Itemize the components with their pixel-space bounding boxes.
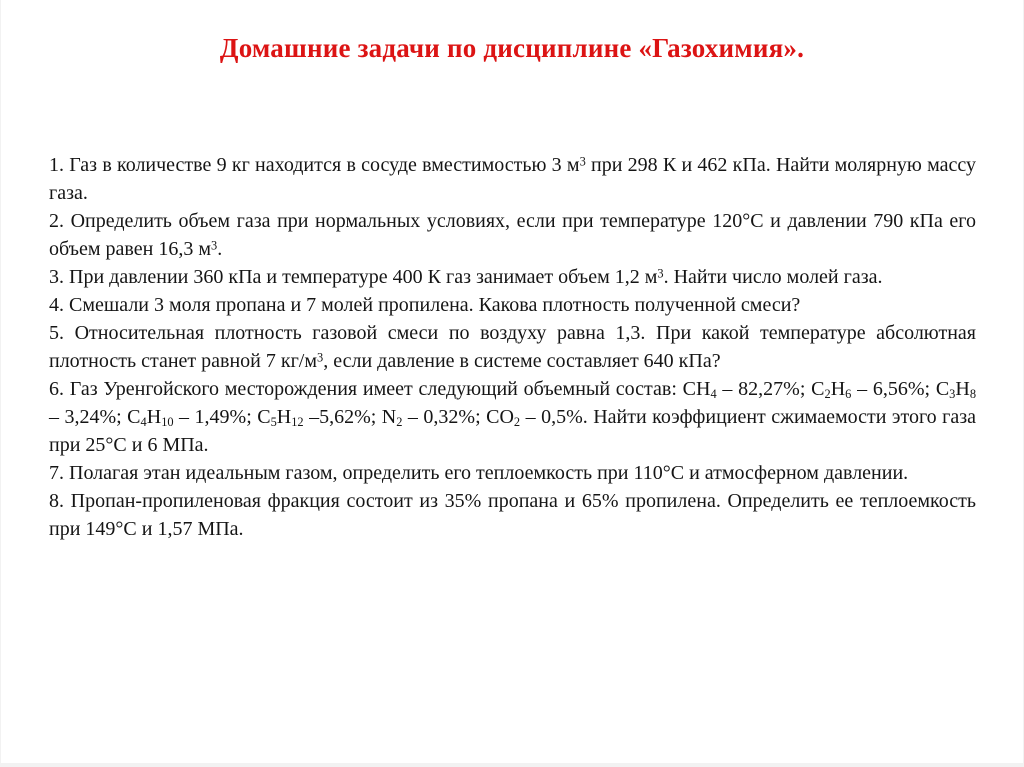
- slide-bottom-edge: [1, 763, 1023, 767]
- problem-2: 2. Определить объем газа при нормальных условиях, если при температуре 120°С и давлении 790 кПа его объем равен 16,3 $м^3$.: [49, 210, 976, 260]
- problem-3: 3. При давлении 360 кПа и температуре 400 К газ занимает объем 1,2 $м^3$. Найти число молей газа.: [49, 266, 883, 288]
- problems-list: [49, 151, 976, 543]
- problem-5: 5. Относительная плотность газовой смеси по воздуху равна 1,3. При какой температуре абсолютная плотность станет равной 7 $кг/м^3$, если давление в системе составляет 640 кПа?: [49, 322, 976, 372]
- problem-6: 6. Газ Уренгойского месторождения имеет следующий объемный состав: $CH_4 - 82,27\%$; $C_2H_6 - 6,56\%$; $C_3H_8 - 3,24\%$; $C_4H_{10} - 1,49\%$; $C_5H_{12}$ –5,62%; $N_2 - 0,32\%$; $CO_2 - 0,5\%$. Найти коэффициент сжимаемости этого газа при 25°С и 6 МПа.: [49, 378, 977, 456]
- problem-8: 8. Пропан-пропиленовая фракция состоит из 35% пропана и 65% пропилена. Определить ее теплоемкость при 149°С и 1,57 МПа.: [49, 490, 976, 540]
- problem-4: 4. Смешали 3 моля пропана и 7 молей пропилена. Какова плотность полученной смеси?: [49, 294, 801, 316]
- problem-1: 1. Газ в количестве 9 кг находится в сосуде вместимостью 3 $м^3$ при 298 К и 462 кПа. Найти молярную массу газа.: [49, 154, 976, 204]
- problem-7: 7. Полагая этан идеальным газом, определить его теплоемкость при 110°С и атмосферном давлении.: [49, 462, 909, 484]
- page-title: Домашние задачи по дисциплине «Газохимия».: [219, 33, 805, 63]
